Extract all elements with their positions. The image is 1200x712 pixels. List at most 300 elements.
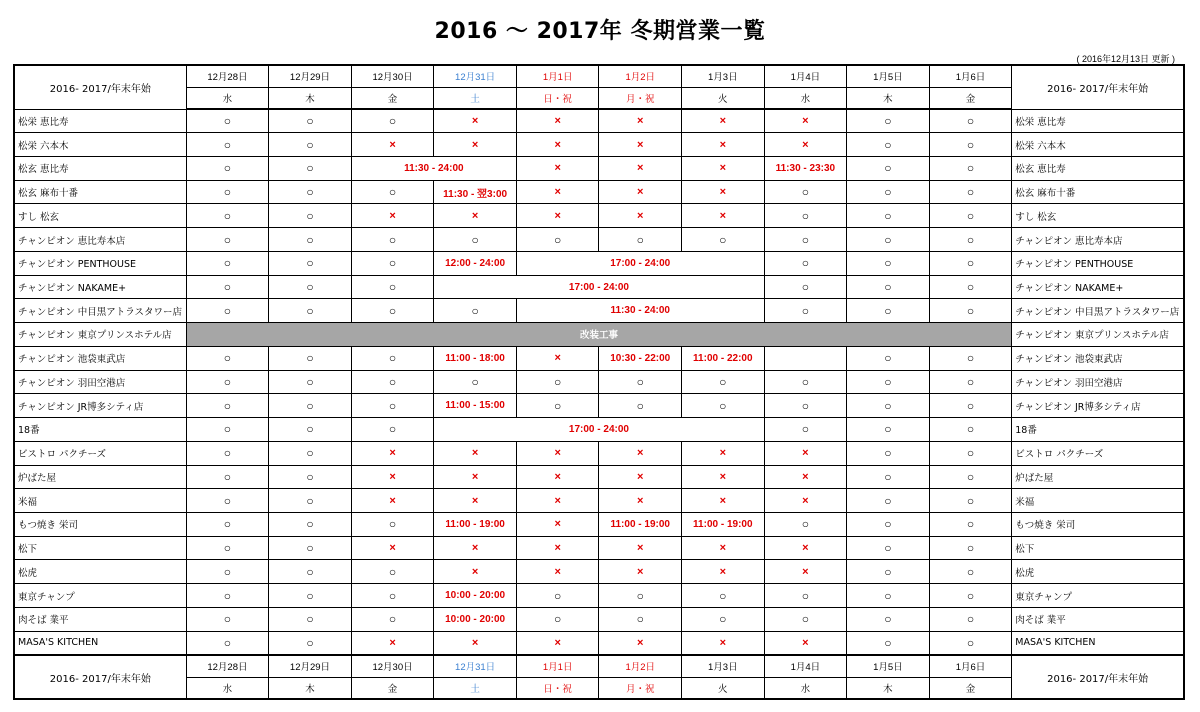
open-mark: ○ [929,133,1012,157]
date-cell: 1月1日 [516,65,599,87]
hours-cell: 11:00 - 22:00 [682,346,765,370]
closed-mark: × [764,441,847,465]
hours-cell: 11:00 - 19:00 [599,512,682,536]
store-name: 炉ばた屋 [14,465,186,489]
open-mark: ○ [847,418,930,442]
open-mark: ○ [847,228,930,252]
weekday-cell: 月・祝 [599,677,682,699]
open-mark: ○ [186,512,269,536]
table-row [14,299,1184,323]
hours-cell: 11:30 - 23:30 [764,156,847,180]
open-mark: ○ [929,607,1012,631]
open-mark: ○ [186,156,269,180]
open-mark: ○ [186,204,269,228]
open-mark: ○ [847,156,930,180]
open-mark: ○ [847,204,930,228]
open-mark: ○ [929,418,1012,442]
store-name: チャンピオン 羽田空港店 [14,370,186,394]
closed-mark: × [351,133,434,157]
open-mark: ○ [929,560,1012,584]
store-name: 肉そば 業平 [1012,607,1184,631]
weekday-cell: 金 [929,87,1012,109]
open-mark: ○ [847,512,930,536]
closed-mark: × [516,346,599,370]
store-name: もつ焼き 栄司 [1012,512,1184,536]
open-mark: ○ [269,465,352,489]
closed-mark: × [764,560,847,584]
footer-day-row [14,677,1184,699]
closed-mark: × [351,536,434,560]
closed-mark: × [599,536,682,560]
open-mark: ○ [847,536,930,560]
store-name: 松玄 恵比寿 [14,156,186,180]
store-name: 米福 [1012,489,1184,513]
closed-mark: × [764,465,847,489]
open-mark: ○ [269,441,352,465]
store-name: 松下 [1012,536,1184,560]
closed-mark: × [764,489,847,513]
open-mark: ○ [269,560,352,584]
open-mark: ○ [186,109,269,133]
table-row [14,275,1184,299]
store-name: すし 松玄 [1012,204,1184,228]
open-mark: ○ [516,394,599,418]
closed-mark: × [434,109,517,133]
closed-mark: × [351,465,434,489]
closed-mark: × [434,204,517,228]
open-mark: ○ [351,299,434,323]
open-mark: ○ [269,133,352,157]
weekday-cell: 月・祝 [599,87,682,109]
header-date-row [14,65,1184,87]
store-name: チャンピオン 恵比寿本店 [14,228,186,252]
open-mark: ○ [847,560,930,584]
closed-mark: × [764,109,847,133]
closed-mark: × [516,489,599,513]
closed-mark: × [434,489,517,513]
weekday-cell: 水 [186,87,269,109]
open-mark: ○ [764,275,847,299]
date-cell: 1月1日 [516,655,599,677]
date-cell: 1月3日 [682,65,765,87]
table-row [14,228,1184,252]
store-name: 松栄 恵比寿 [1012,109,1184,133]
open-mark: ○ [351,512,434,536]
open-mark: ○ [186,133,269,157]
table-row [14,251,1184,275]
open-mark: ○ [847,251,930,275]
open-mark: ○ [764,512,847,536]
store-name: ビストロ パクチーズ [1012,441,1184,465]
closed-mark: × [434,441,517,465]
store-name: チャンピオン 東京プリンスホテル店 [1012,323,1184,347]
closed-mark: × [764,133,847,157]
table-row [14,370,1184,394]
store-name: 松虎 [14,560,186,584]
closed-mark: × [351,489,434,513]
table-row [14,418,1184,442]
store-name: 松玄 麻布十番 [14,180,186,204]
open-mark: ○ [351,109,434,133]
open-mark: ○ [351,418,434,442]
open-mark: ○ [269,275,352,299]
store-name: もつ焼き 栄司 [14,512,186,536]
date-cell: 1月2日 [599,65,682,87]
store-name: 松栄 六本木 [14,133,186,157]
date-cell: 12月31日 [434,65,517,87]
open-mark: ○ [269,512,352,536]
open-mark: ○ [186,584,269,608]
date-cell: 12月28日 [186,655,269,677]
open-mark: ○ [682,394,765,418]
table-row [14,584,1184,608]
open-mark: ○ [516,584,599,608]
open-mark: ○ [847,133,930,157]
open-mark: ○ [269,109,352,133]
open-mark: ○ [847,489,930,513]
open-mark: ○ [764,180,847,204]
open-mark: ○ [186,346,269,370]
open-mark: ○ [269,418,352,442]
date-cell: 1月5日 [847,65,930,87]
hours-cell: 11:00 - 19:00 [682,512,765,536]
store-name: チャンピオン 東京プリンスホテル店 [14,323,186,347]
store-name: 肉そば 業平 [14,607,186,631]
renovation-cell: 改装工事 [186,323,1012,347]
open-mark: ○ [764,394,847,418]
open-mark: ○ [764,251,847,275]
date-cell: 1月5日 [847,655,930,677]
table-row [14,631,1184,655]
closed-mark: × [434,536,517,560]
open-mark: ○ [186,536,269,560]
open-mark: ○ [186,560,269,584]
weekday-cell: 水 [764,677,847,699]
closed-mark: × [434,560,517,584]
open-mark: ○ [269,204,352,228]
closed-mark: × [516,536,599,560]
open-mark: ○ [847,180,930,204]
closed-mark: × [434,631,517,655]
store-name: MASA'S KITCHEN [1012,631,1184,655]
date-cell: 1月6日 [929,655,1012,677]
hours-cell: 17:00 - 24:00 [434,275,764,299]
open-mark: ○ [929,394,1012,418]
closed-mark: × [351,441,434,465]
open-mark: ○ [599,584,682,608]
hours-cell: 11:00 - 18:00 [434,346,517,370]
open-mark: ○ [269,584,352,608]
weekday-cell: 水 [186,677,269,699]
weekday-cell: 火 [682,677,765,699]
open-mark: ○ [929,631,1012,655]
store-name: チャンピオン 池袋東武店 [1012,346,1184,370]
open-mark: ○ [186,180,269,204]
table-row [14,156,1184,180]
open-mark: ○ [929,275,1012,299]
closed-mark: × [516,512,599,536]
store-name: チャンピオン NAKAME+ [1012,275,1184,299]
store-name: 松玄 恵比寿 [1012,156,1184,180]
open-mark: ○ [186,607,269,631]
hours-cell: 10:00 - 20:00 [434,607,517,631]
weekday-cell: 木 [847,87,930,109]
open-mark: ○ [682,584,765,608]
open-mark: ○ [186,465,269,489]
closed-mark: × [516,441,599,465]
footer-label-left: 2016- 2017/年末年始 [14,655,186,699]
table-header [14,65,1184,109]
weekday-cell: 火 [682,87,765,109]
date-cell: 1月2日 [599,655,682,677]
date-cell: 12月29日 [269,65,352,87]
schedule-table [13,64,1185,700]
date-cell: 1月4日 [764,65,847,87]
store-name: 18番 [14,418,186,442]
open-mark: ○ [351,275,434,299]
closed-mark: × [682,560,765,584]
open-mark: ○ [269,631,352,655]
open-mark: ○ [682,228,765,252]
hours-cell: 11:30 - 24:00 [351,156,516,180]
hours-cell: 11:30 - 翌3:00 [434,180,517,204]
open-mark: ○ [351,584,434,608]
store-name: 松栄 六本木 [1012,133,1184,157]
open-mark: ○ [351,346,434,370]
open-mark: ○ [929,228,1012,252]
date-cell: 1月6日 [929,65,1012,87]
open-mark: ○ [186,489,269,513]
closed-mark: × [516,465,599,489]
closed-mark: × [516,180,599,204]
weekday-cell: 金 [929,677,1012,699]
closed-mark: × [682,441,765,465]
open-mark: ○ [434,228,517,252]
table-row [14,489,1184,513]
closed-mark: × [434,133,517,157]
open-mark: ○ [269,370,352,394]
open-mark: ○ [847,346,930,370]
closed-mark: × [764,536,847,560]
open-mark: ○ [682,370,765,394]
closed-mark: × [516,133,599,157]
open-mark: ○ [929,370,1012,394]
open-mark: ○ [599,228,682,252]
closed-mark: × [599,133,682,157]
open-mark: ○ [186,251,269,275]
open-mark: ○ [351,228,434,252]
store-name: 松玄 麻布十番 [1012,180,1184,204]
open-mark: ○ [351,607,434,631]
open-mark: ○ [929,109,1012,133]
open-mark: ○ [847,441,930,465]
open-mark: ○ [186,631,269,655]
store-name: すし 松玄 [14,204,186,228]
open-mark: ○ [269,536,352,560]
header-label-left: 2016- 2017/年末年始 [14,65,186,109]
open-mark: ○ [847,394,930,418]
closed-mark: × [516,109,599,133]
open-mark: ○ [351,560,434,584]
closed-mark: × [682,631,765,655]
open-mark: ○ [764,370,847,394]
closed-mark: × [764,631,847,655]
store-name: チャンピオン NAKAME+ [14,275,186,299]
date-cell: 1月3日 [682,655,765,677]
weekday-cell: 木 [847,677,930,699]
open-mark: ○ [764,204,847,228]
open-mark: ○ [351,370,434,394]
weekday-cell: 金 [351,87,434,109]
closed-mark: × [599,631,682,655]
closed-mark: × [599,489,682,513]
table-row [14,560,1184,584]
open-mark: ○ [929,489,1012,513]
hours-cell: 10:00 - 20:00 [434,584,517,608]
open-mark: ○ [516,607,599,631]
hours-cell: 17:00 - 24:00 [434,418,764,442]
closed-mark: × [516,204,599,228]
hours-cell: 11:30 - 24:00 [516,299,764,323]
header-day-row [14,87,1184,109]
table-row [14,465,1184,489]
closed-mark: × [682,465,765,489]
store-name: チャンピオン 中目黒アトラスタワー店 [14,299,186,323]
open-mark: ○ [847,299,930,323]
open-mark: ○ [929,536,1012,560]
store-name: 18番 [1012,418,1184,442]
table-row [14,346,1184,370]
store-name: チャンピオン 池袋東武店 [14,346,186,370]
footer-label-right: 2016- 2017/年末年始 [1012,655,1184,699]
store-name: 松虎 [1012,560,1184,584]
open-mark: ○ [186,441,269,465]
table-row [14,204,1184,228]
weekday-cell: 木 [269,677,352,699]
store-name: 松下 [14,536,186,560]
closed-mark: × [682,204,765,228]
table-row [14,180,1184,204]
open-mark: ○ [599,394,682,418]
table-row [14,394,1184,418]
open-mark: ○ [929,512,1012,536]
closed-mark: × [682,180,765,204]
store-name: チャンピオン JR博多シティ店 [14,394,186,418]
open-mark: ○ [269,394,352,418]
open-mark: ○ [186,275,269,299]
open-mark: ○ [186,299,269,323]
open-mark: ○ [434,370,517,394]
store-name: チャンピオン 羽田空港店 [1012,370,1184,394]
open-mark: ○ [186,418,269,442]
closed-mark: × [599,560,682,584]
open-mark: ○ [764,584,847,608]
store-name: 東京チャンプ [1012,584,1184,608]
store-name: チャンピオン PENTHOUSE [14,251,186,275]
open-mark: ○ [929,180,1012,204]
header-label-right: 2016- 2017/年末年始 [1012,65,1184,109]
closed-mark: × [682,489,765,513]
closed-mark: × [516,631,599,655]
closed-mark: × [351,631,434,655]
table-row [14,109,1184,133]
open-mark: ○ [764,299,847,323]
store-name: 米福 [14,489,186,513]
table-footer [14,655,1184,699]
date-cell: 12月29日 [269,655,352,677]
closed-mark: × [682,133,765,157]
empty-cell [764,346,847,370]
closed-mark: × [599,109,682,133]
weekday-cell: 金 [351,677,434,699]
store-name: チャンピオン 恵比寿本店 [1012,228,1184,252]
open-mark: ○ [929,156,1012,180]
weekday-cell: 土 [434,677,517,699]
store-name: チャンピオン 中目黒アトラスタワー店 [1012,299,1184,323]
open-mark: ○ [434,299,517,323]
date-cell: 12月31日 [434,655,517,677]
open-mark: ○ [847,584,930,608]
open-mark: ○ [929,584,1012,608]
open-mark: ○ [269,489,352,513]
open-mark: ○ [847,275,930,299]
open-mark: ○ [847,465,930,489]
hours-cell: 17:00 - 24:00 [516,251,764,275]
closed-mark: × [682,156,765,180]
open-mark: ○ [847,631,930,655]
footer-date-row [14,655,1184,677]
table-row [14,536,1184,560]
open-mark: ○ [269,299,352,323]
page-title: 2016 ～ 2017年 冬期営業一覧 [434,19,766,44]
closed-mark: × [599,180,682,204]
open-mark: ○ [764,228,847,252]
open-mark: ○ [269,180,352,204]
store-name: 東京チャンプ [14,584,186,608]
table-row [14,512,1184,536]
date-cell: 12月30日 [351,655,434,677]
open-mark: ○ [186,370,269,394]
open-mark: ○ [929,299,1012,323]
closed-mark: × [599,156,682,180]
closed-mark: × [434,465,517,489]
open-mark: ○ [269,607,352,631]
closed-mark: × [599,441,682,465]
open-mark: ○ [847,109,930,133]
hours-cell: 10:30 - 22:00 [599,346,682,370]
open-mark: ○ [351,394,434,418]
open-mark: ○ [269,156,352,180]
open-mark: ○ [269,251,352,275]
open-mark: ○ [764,607,847,631]
date-cell: 12月30日 [351,65,434,87]
store-name: チャンピオン JR博多シティ店 [1012,394,1184,418]
open-mark: ○ [269,346,352,370]
updated-note: ( 2016年12月13日 更新 ) [1076,54,1175,64]
open-mark: ○ [682,607,765,631]
table-row [14,133,1184,157]
closed-mark: × [516,156,599,180]
open-mark: ○ [269,228,352,252]
open-mark: ○ [516,228,599,252]
hours-cell: 12:00 - 24:00 [434,251,517,275]
open-mark: ○ [186,394,269,418]
closed-mark: × [599,465,682,489]
weekday-cell: 日・祝 [516,677,599,699]
hours-cell: 11:00 - 19:00 [434,512,517,536]
open-mark: ○ [599,370,682,394]
open-mark: ○ [351,180,434,204]
